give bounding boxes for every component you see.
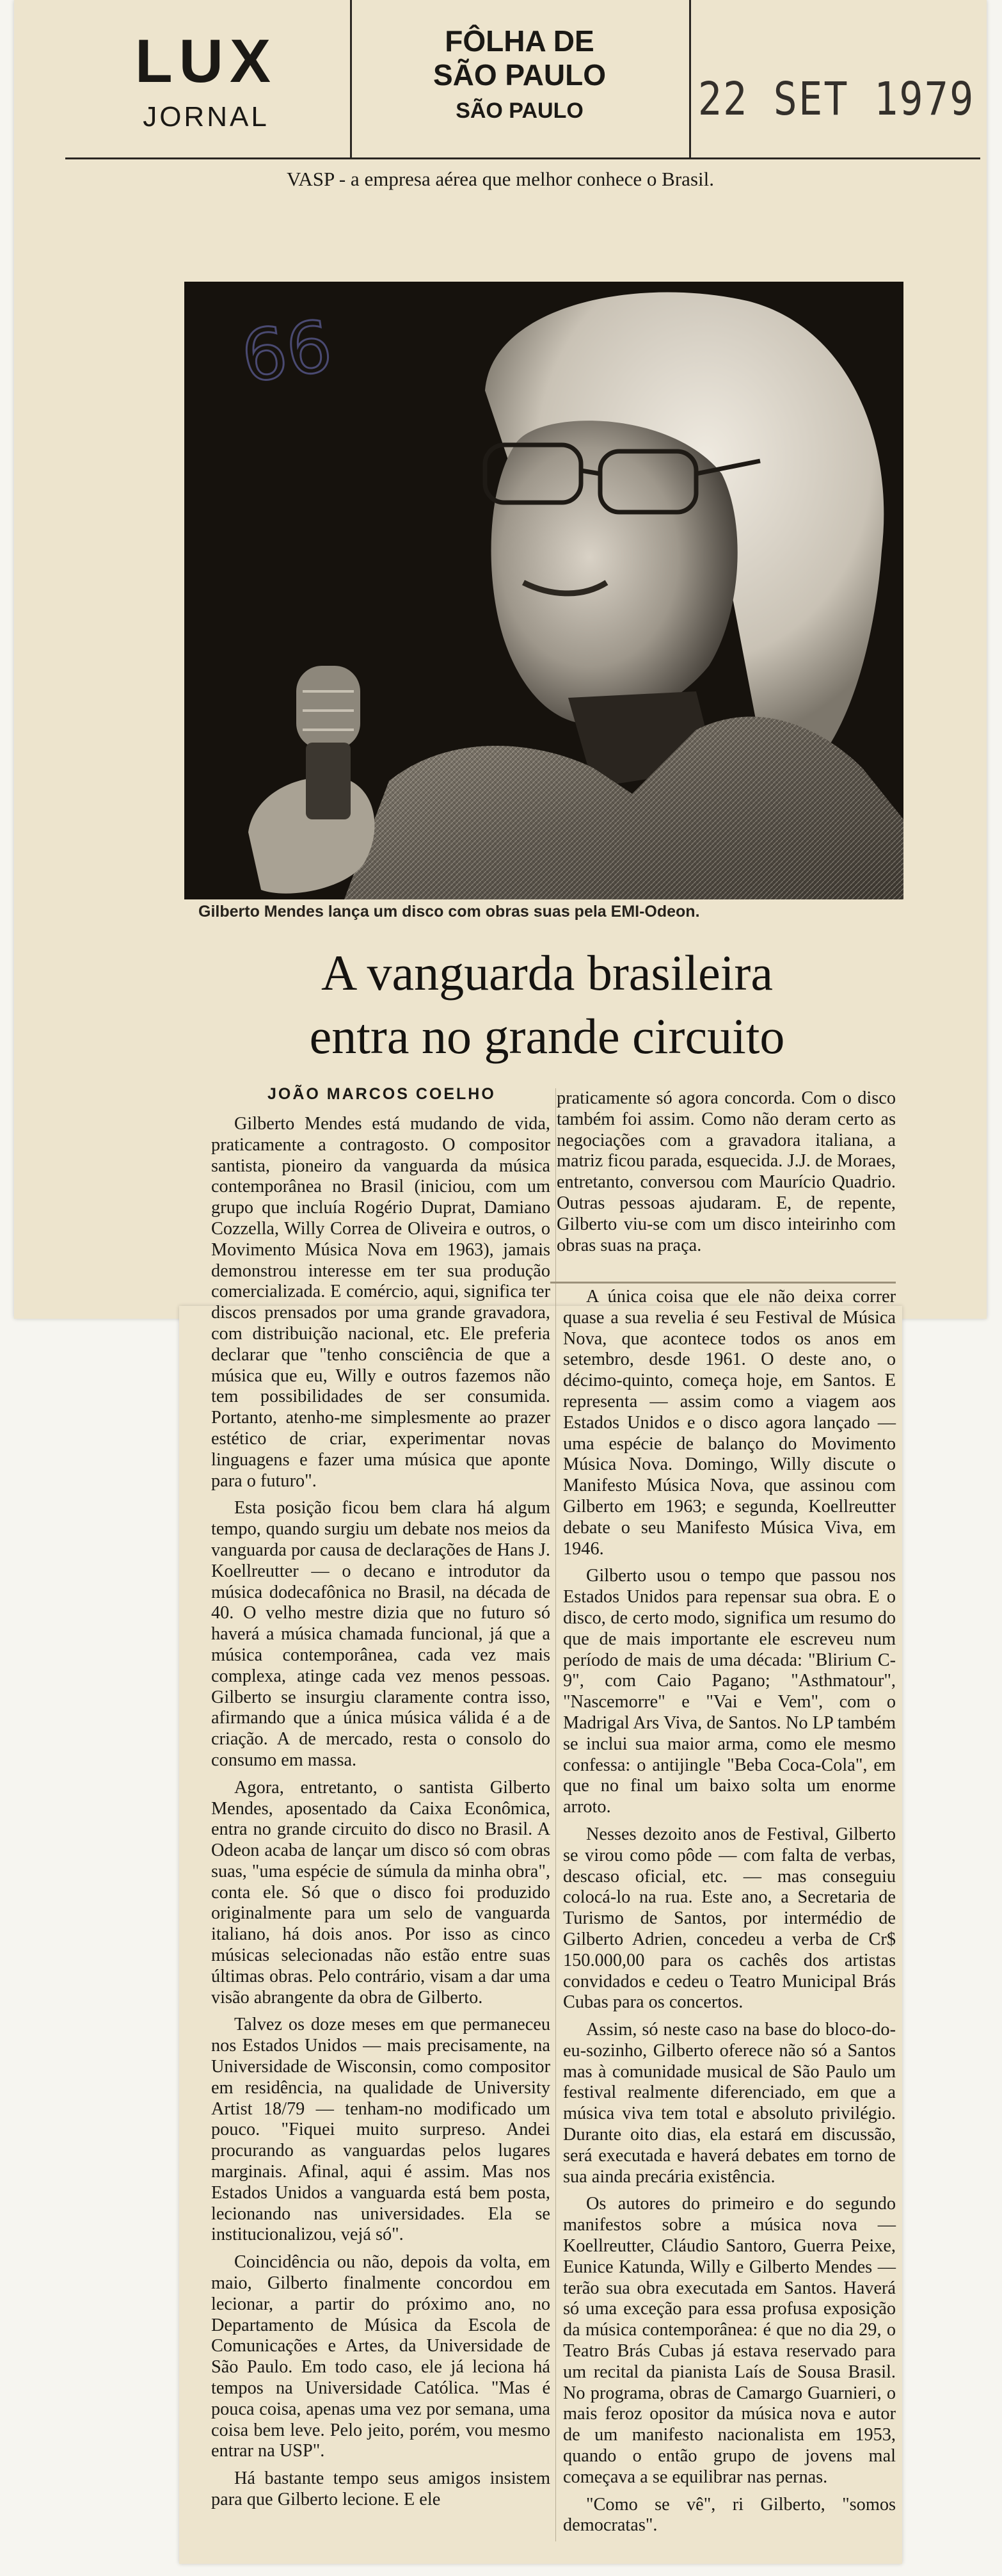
portrait-photo (184, 282, 903, 899)
microphone-icon (296, 666, 360, 819)
masthead-divider (689, 0, 691, 157)
portrait-illustration (184, 282, 903, 899)
paper-fold-line (550, 1282, 896, 1284)
article-paragraph: A única coisa que ele não deixa correr quase a sua revelia é seu Festival de Música Nova, que acontece todos os anos em setembro, desde 1961. O deste ano, o décimo-quinto, começa hoje, em Santos. E representa — assim como a viagem aos Estados Unidos e o disco agora lançado — uma espécie de balanço do Movimento Música Nova. Domingo, Willy discute o Manifesto Música Nova, que assinou com Gilberto em 1963; e segunda, Koellreutter debate o seu Manifesto Música Viva, em 1946. (563, 1287, 896, 1559)
masthead-divider (350, 0, 352, 157)
article-paragraph: Há bastante tempo seus amigos insistem para que Gilberto lecione. E ele (211, 2468, 550, 2509)
article-paragraph: "Como se vê", ri Gilberto, "somos democratas". (563, 2494, 896, 2536)
article-paragraph: Assim, só neste caso na base do bloco-do-eu-sozinho, Gilberto oferece não só a Santos mas à comunidade musical de São Paulo um festival realmente diferenciado, em que a música viva tem total e absoluto privilégio. Durante oito dias, ela estará em discussão, será executada e haverá debates em torno de sua ainda precária existência. (563, 2020, 896, 2187)
vasp-tagline: VASP - a empresa aérea que melhor conhece o Brasil. (287, 168, 714, 190)
newspaper-city: SÃO PAULO (456, 98, 584, 123)
article-paragraph: Agora, entretanto, o santista Gilberto Mendes, aposentado da Caixa Econômica, entra no grande circuito do disco no Brasil. A Odeon acaba de lançar um disco só com obras suas, "uma espécie de súmula da minha obra", conta ele. Só que o disco foi produzido originalmente para um selo de vanguarda italiano, há dois anos. Por isso as cinco músicas selecionadas não estão entre suas últimas obras. Pelo contrário, visam a dar uma visão abrangente da obra de Gilberto. (211, 1777, 550, 2008)
headline-line: entra no grande circuito (309, 1008, 785, 1065)
lux-logo-subtitle: JORNAL (143, 101, 269, 133)
article-paragraph: Nesses dezoito anos de Festival, Gilberto se virou como pôde — com falta de verbas, descaso oficial, etc. — mas conseguiu colocá-lo na rua. Este ano, a Secretaria de Turismo de Santos, por intermédio de Gilberto Adrien, concedeu a verba de Cr$ 150.000,00 para os cachês dos artistas convidados e cedeu o Teatro Municipal Brás Cubas para os concertos. (563, 1824, 896, 2013)
lux-logo (65, 0, 347, 157)
headline-line: A vanguarda brasileira (321, 945, 774, 1001)
date-block (692, 0, 980, 157)
clipping-masthead (65, 0, 980, 157)
article-paragraph: Coincidência ou não, depois da volta, em maio, Gilberto finalmente concordou em lecionar, a partir do próximo ano, no Departamento de Música da Escola de Comunicações e Artes, da Universidade de São Paulo. Em todo caso, ele já leciona há tempos na Universidade Católica. "Mas é pouca coisa, apenas uma vez por semana, uma coisa bem leve. Pelo jeito, porém, vou mesmo entrar na USP". (211, 2252, 550, 2461)
article-headline (179, 941, 915, 1068)
article-paragraph: Esta posição ficou bem clara há algum tempo, quando surgiu um debate nos meios da vanguarda por causa de declarações de Hans J. Koellreutter — o decano e introdutor da música dodecafônica no Brasil, na década de 40. O velho mestre dizia que no futuro só haverá a música chamada funcional, já que a música contemporânea, cada vez mais complexa, atinge cada vez menos pessoas. Gilberto se insurgiu claramente contra isso, afirmando que a única música válida é a de criação. A de mercado, resta o consolo do consumo em massa. (211, 1498, 550, 1770)
newspaper-name-block (353, 0, 686, 157)
article-left-column (211, 1114, 550, 2541)
newspaper-name: FÔLHA DE SÃO PAULO (433, 24, 607, 92)
clipping-date-stamp: 22 SET 1979 (697, 72, 975, 126)
column-separator (555, 1088, 556, 2541)
article-right-column-top (557, 1088, 896, 1280)
article-paragraph: Os autores do primeiro e do segundo manifestos sobre a música nova — Koellreutter, Cláudio Santoro, Guerra Peixe, Eunice Katunda, Willy e Gilberto Mendes — terão sua obra executada em Santos. Haverá só uma exceção para essa profusa exposição da música contemporânea: é que no dia 29, o Teatro Brás Cubas já estava reservado para um recital da pianista Laís de Sousa Brasil. No programa, obras de Camargo Guarnieri, o mais feroz opositor da música nova e autor de um manifesto nacionalista em 1953, quando o então grupo de jovens mal começava a se equilibrar nas pernas. (563, 2194, 896, 2487)
photo-caption: Gilberto Mendes lança um disco com obras suas pela EMI-Odeon. (198, 903, 700, 921)
article-right-column (563, 1287, 896, 2541)
article-paragraph: Gilberto usou o tempo que passou nos Estados Unidos para repensar sua obra. E o disco, de certo modo, significa um resumo do que de mais importante ele escreveu num período de mais de uma década: "Blirium C-9", com Caio Pagano; "Asthmatour", "Nascemorre" e "Vai e Vem", com o Madrigal Ars Viva, de Santos. No LP também se inclui sua maior arma, como ele mesmo confessa: o antijingle "Beba Coca-Cola", em que no final um baixo solta um enorme arroto. (563, 1566, 896, 1817)
masthead-rule (65, 157, 980, 159)
article-byline: JOÃO MARCOS COELHO (267, 1085, 496, 1103)
article-paragraph: Gilberto Mendes está mudando de vida, praticamente a contragosto. O compositor santista, pioneiro da vanguarda da música contemporânea no Brasil (iniciou, com um grupo que incluía Rogério Duprat, Damiano Cozzella, Willy Correa de Oliveira e outros, o Movimento Música Nova em 1963), jamais demonstrou interesse em ter sua produção comercializada. E comércio, aqui, significa ter discos prensados por uma grande gravadora, com distribuição nacional, etc. Ele preferia declarar que "tenho consciência de que a música que eu, Willy e outros fazemos não tem possibilidades de ser consumida. Portanto, atenho-me simplesmente ao prazer estético de criar, experimentar novas linguagens e fazer uma música que aponte para o futuro". (211, 1114, 550, 1491)
lux-logo-title: LUX (135, 27, 277, 95)
article-paragraph: praticamente só agora concorda. Com o disco também foi assim. Como não deram certo as negociações com a gravadora italiana, a matriz ficou parada, esquecida. J.J. de Moraes, entretanto, conversou com Maurício Quadrio. Outras pessoas ajudaram. E, de repente, Gilberto viu-se com um disco inteirinho com obras suas na praça. (557, 1088, 896, 1255)
article-paragraph: Talvez os doze meses em que permaneceu nos Estados Unidos — mais precisamente, na Universidade de Wisconsin, como compositor em residência, na qualidade de University Artist 18/79 — tenham-no modificado um pouco. "Fiquei muito surpreso. Andei procurando as vanguardas pelos lugares marginais. Afinal, aqui é assim. Mas nos Estados Unidos a vanguarda está bem posta, lecionando nas universidades. Ela se institucionalizou, vejá só". (211, 2015, 550, 2245)
svg-text:66: 66 (236, 305, 337, 399)
